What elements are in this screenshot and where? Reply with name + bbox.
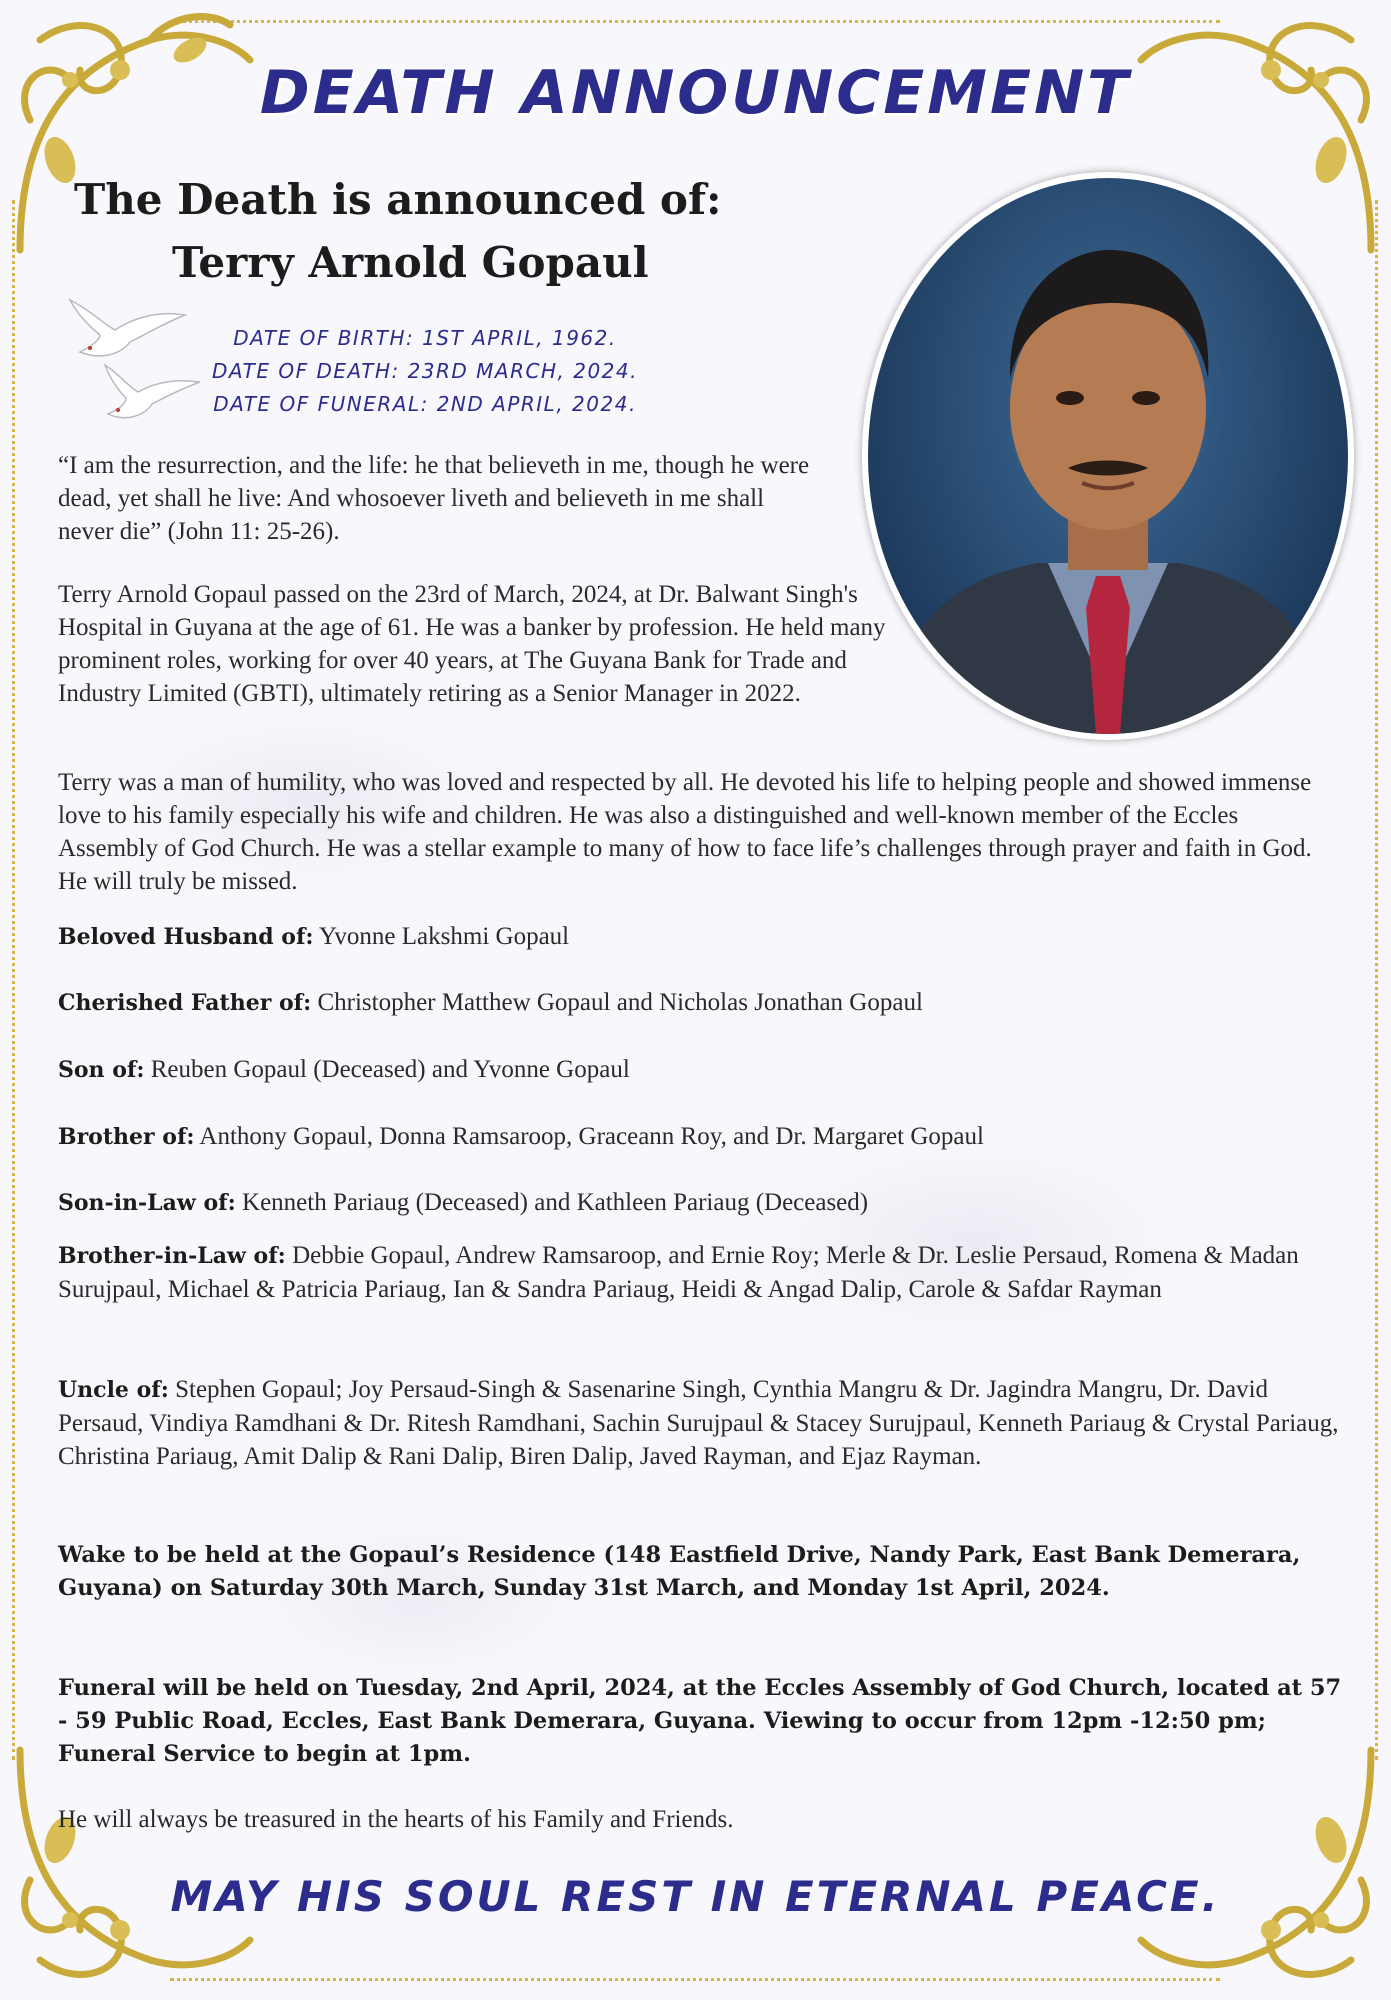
announcement-intro: The Death is announced of: <box>74 175 722 224</box>
relation-brother <box>58 1120 1343 1154</box>
relation-label: Brother-in-Law of: <box>58 1243 286 1269</box>
relation-label: Son-in-Law of: <box>58 1190 236 1216</box>
headline: DEATH ANNOUNCEMENT <box>259 58 1132 128</box>
dotted-border-top <box>170 20 1220 23</box>
dotted-border-bottom <box>170 1978 1220 1981</box>
relation-value: Kenneth Pariaug (Deceased) and Kathleen Pariaug (Deceased) <box>242 1189 869 1216</box>
relation-value: Debbie Gopaul, Andrew Ramsaroop, and Ernie Roy; Merle & Dr. Leslie Persaud, Romena & Madan Surujpaul, Michael & Patricia Pariaug, Ian & Sandra Pariaug, Heidi & Angad Dalip, Carole & Safdar Rayman <box>58 1242 1299 1303</box>
deceased-name: Terry Arnold Gopaul <box>172 238 649 287</box>
relation-husband <box>58 920 1343 954</box>
relation-value: Christopher Matthew Gopaul and Nicholas Jonathan Gopaul <box>317 989 923 1016</box>
relation-value: Yvonne Lakshmi Gopaul <box>318 923 570 950</box>
relation-brother-in-law <box>58 1239 1343 1306</box>
date-of-birth: DATE OF BIRTH: 1ST APRIL, 1962. <box>233 326 617 350</box>
gold-flourish-bottom-left-icon <box>0 1740 260 2000</box>
rest-in-peace-line: MAY HIS SOUL REST IN ETERNAL PEACE. <box>170 1872 1221 1921</box>
relation-uncle <box>58 1373 1343 1473</box>
date-of-funeral: DATE OF FUNERAL: 2ND APRIL, 2024. <box>213 392 637 416</box>
doves-icon <box>60 280 210 440</box>
biography-paragraph-2: Terry was a man of humility, who was loved and respected by all. He devoted his life to helping people and showed immense love to his family especially his wife and children. He was also a distinguished and well-known member of the Eccles Assembly of God Church. He was a stellar example to many of how to face life’s challenges through prayer and faith in God. He will truly be missed. <box>58 769 1312 895</box>
relation-label: Uncle of: <box>58 1377 169 1403</box>
relation-label: Beloved Husband of: <box>58 924 314 950</box>
relation-son-in-law <box>58 1186 1343 1220</box>
wake-notice: Wake to be held at the Gopaul’s Residence (148 Eastfield Drive, Nandy Park, East Bank Demerara, Guyana) on Saturday 30th March, Sunday 31st March, and Monday 1st April, 2024. <box>58 1542 1301 1601</box>
relation-value: Reuben Gopaul (Deceased) and Yvonne Gopaul <box>150 1056 630 1083</box>
deceased-portrait <box>862 172 1354 740</box>
dotted-border-right <box>1375 200 1378 1760</box>
closing-line: He will always be treasured in the hearts of his Family and Friends. <box>58 1806 734 1833</box>
relation-value: Anthony Gopaul, Donna Ramsaroop, Graceann Roy, and Dr. Margaret Gopaul <box>199 1123 984 1150</box>
relation-son <box>58 1053 1343 1087</box>
biography-paragraph-1: Terry Arnold Gopaul passed on the 23rd of March, 2024, at Dr. Balwant Singh's Hospital in Guyana at the age of 61. He was a banker by profession. He held many prominent roles, working for over 40 years, at The Guyana Bank for Trade and Industry Limited (GBTI), ultimately retiring as a Senior Manager in 2022. <box>58 581 886 707</box>
date-of-death: DATE OF DEATH: 23RD MARCH, 2024. <box>212 359 638 383</box>
scripture-quote: “I am the resurrection, and the life: he that believeth in me, though he were dead, yet shall he live: And whosoever liveth and believeth in me shall never die” (John 11: 25-26). <box>58 452 810 545</box>
portrait-figure-icon <box>868 178 1348 734</box>
relation-father <box>58 986 1343 1020</box>
dotted-border-left <box>12 200 15 1760</box>
funeral-notice: Funeral will be held on Tuesday, 2nd April, 2024, at the Eccles Assembly of God Church, located at 57 - 59 Public Road, Eccles, East Bank Demerara, Guyana. Viewing to occur from 12pm -12:50 pm; Funeral Service to begin at 1pm. <box>58 1675 1342 1767</box>
relation-label: Son of: <box>58 1057 145 1083</box>
relation-value: Stephen Gopaul; Joy Persaud-Singh & Sasenarine Singh, Cynthia Mangru & Dr. Jagindra Mangru, Dr. David Persaud, Vindiya Ramdhani & Dr. Ritesh Ramdhani, Sachin Surujpaul & Stacey Surujpaul, Kenneth Pariaug & Crystal Pariaug, Christina Pariaug, Amit Dalip & Rani Dalip, Biren Dalip, Javed Rayman, and Ejaz Rayman. <box>58 1376 1339 1470</box>
gold-flourish-bottom-right-icon <box>1131 1740 1391 2000</box>
relation-label: Cherished Father of: <box>58 990 312 1016</box>
key-dates <box>200 322 650 421</box>
relation-label: Brother of: <box>58 1124 195 1150</box>
